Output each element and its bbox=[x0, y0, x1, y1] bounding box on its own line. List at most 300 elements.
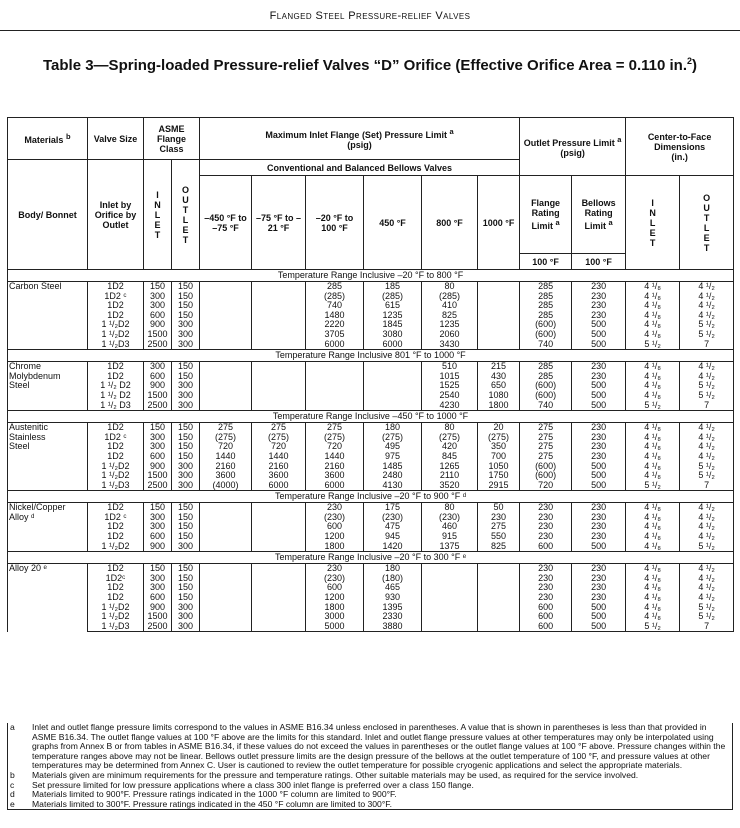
material-line: Steel bbox=[9, 441, 30, 452]
table-cell: 500 bbox=[572, 622, 626, 632]
table-cell bbox=[478, 603, 520, 613]
table-cell: 5 ¹/₂ bbox=[680, 462, 734, 472]
table-cell bbox=[422, 603, 478, 613]
table-cell: 300 bbox=[144, 301, 172, 311]
table-cell: 300 bbox=[144, 442, 172, 452]
table-cell: 350 bbox=[478, 442, 520, 452]
table-cell: 6000 bbox=[306, 340, 364, 350]
table-cell bbox=[478, 564, 520, 574]
table-cell: 1D2ᶜ bbox=[88, 574, 144, 584]
table-cell: 4 ¹/₈ bbox=[626, 564, 680, 574]
table-cell: 1D2 ᶜ bbox=[88, 292, 144, 302]
table-cell: 720 bbox=[200, 442, 252, 452]
temp-col-2: –75 °F to –21 °F bbox=[252, 176, 306, 270]
table-cell: 1500 bbox=[144, 391, 172, 401]
table-cell: 150 bbox=[172, 301, 200, 311]
table-title: Table 3—Spring-loaded Pressure-relief Valves “D” Orifice (Effective Orifice Area = 0.110 in.$^2$) bbox=[42, 56, 698, 74]
table-cell: 500 bbox=[572, 471, 626, 481]
table-cell: 1800 bbox=[306, 603, 364, 613]
footnote-text: Materials given are minimum requirements for the pressure and temperature ratings. Other suitable materials may be used, as required for the service involved. bbox=[32, 769, 639, 780]
table-cell: 3080 bbox=[364, 330, 422, 340]
footnote-text: Inlet and outlet flange pressure limits correspond to the values in ASME B16.34 unless enclosed in parentheses. A value that is shown in parentheses is less than that provided in ASME B16.34. The outlet flange values at 100 °F above are the limits for this standard. Inlet and outlet flange pressure values at other temperatures may only be interpolated using graphs from Annex B or from tables in ASME B16.34, if these values do not exceed the values in parentheses or the outlet flange values at 100 °F above. Pressure changes within the temperature ranges above may not be linear. Bellows outlet pressure limits are the design pressure of the bellows at the outlet temperature of 100 °F, and pressure values at other temperatures may be determined from Annex C. User is cautioned to review the outlet temperature for possible cryogenic applications and select the appropriate materials. bbox=[32, 722, 726, 771]
table-cell: 150 bbox=[172, 593, 200, 603]
table-cell: 4 ¹/₈ bbox=[626, 542, 680, 552]
table-cell: 5 ¹/₂ bbox=[626, 340, 680, 350]
table-cell: 4 ¹/₈ bbox=[626, 433, 680, 443]
table-cell: 930 bbox=[364, 593, 422, 603]
table-cell: 1D2 bbox=[88, 452, 144, 462]
footnote-label: c bbox=[10, 779, 15, 790]
table-cell: 1 ¹/₂D3 bbox=[88, 481, 144, 491]
table-cell: 230 bbox=[572, 513, 626, 523]
table-cell: 4 ¹/₂ bbox=[680, 311, 734, 321]
flange-100f-header: 100 °F bbox=[520, 254, 572, 270]
table-cell bbox=[200, 603, 252, 613]
band-label: Temperature Range Inclusive –20 °F to 300 °F ᵉ bbox=[8, 552, 734, 564]
table-cell: 4 ¹/₈ bbox=[626, 292, 680, 302]
table-cell: 2915 bbox=[478, 481, 520, 491]
table-cell bbox=[200, 320, 252, 330]
table-cell: 600 bbox=[520, 612, 572, 622]
table-cell bbox=[200, 532, 252, 542]
table-cell: 230 bbox=[478, 513, 520, 523]
table-cell: (275) bbox=[252, 433, 306, 443]
table-cell: 230 bbox=[572, 522, 626, 532]
temperature-range-band bbox=[8, 491, 734, 503]
table-cell: 1500 bbox=[144, 471, 172, 481]
table-cell: 150 bbox=[172, 503, 200, 513]
table-cell: 300 bbox=[172, 471, 200, 481]
table-cell: (230) bbox=[306, 574, 364, 584]
table-cell: 230 bbox=[306, 503, 364, 513]
table-cell: 4 ¹/₂ bbox=[680, 593, 734, 603]
table-cell bbox=[364, 401, 422, 411]
table-cell: 4 ¹/₂ bbox=[680, 513, 734, 523]
table-cell: 2220 bbox=[306, 320, 364, 330]
table-cell: 945 bbox=[364, 532, 422, 542]
running-header: Flanged Steel Pressure-relief Valves bbox=[0, 0, 740, 31]
table-cell: 2500 bbox=[144, 340, 172, 350]
table-cell: 230 bbox=[572, 503, 626, 513]
table-cell: 4 ¹/₂ bbox=[680, 372, 734, 382]
table-cell: 4 ¹/₂ bbox=[680, 292, 734, 302]
table-cell: 600 bbox=[144, 593, 172, 603]
table-cell: (275) bbox=[364, 433, 422, 443]
table-cell: 1D2 bbox=[88, 564, 144, 574]
table-cell: (285) bbox=[422, 292, 478, 302]
table-cell: 300 bbox=[144, 513, 172, 523]
table-cell bbox=[252, 564, 306, 574]
material-line: Nickel/Copper bbox=[9, 502, 66, 513]
table-cell: 1200 bbox=[306, 532, 364, 542]
table-cell: 230 bbox=[572, 593, 626, 603]
table-cell: 2330 bbox=[364, 612, 422, 622]
table-cell: 600 bbox=[144, 372, 172, 382]
table-cell: 275 bbox=[306, 423, 364, 433]
table-cell: 2500 bbox=[144, 481, 172, 491]
table-row bbox=[8, 401, 734, 411]
table-cell: 230 bbox=[572, 574, 626, 584]
table-cell: 4 ¹/₈ bbox=[626, 391, 680, 401]
table-cell: 150 bbox=[172, 452, 200, 462]
table-cell: 4 ¹/₈ bbox=[626, 574, 680, 584]
material-line: Steel bbox=[9, 380, 30, 391]
table-cell: 650 bbox=[478, 381, 520, 391]
table-cell: 230 bbox=[520, 522, 572, 532]
table-cell: 5 ¹/₂ bbox=[680, 330, 734, 340]
footnote bbox=[8, 723, 732, 771]
ctf-outlet-header: OUTLET bbox=[680, 176, 734, 270]
table-cell: 1 ¹/₂ D2 bbox=[88, 391, 144, 401]
table-cell bbox=[306, 381, 364, 391]
table-cell: 4130 bbox=[364, 481, 422, 491]
table-cell: 600 bbox=[144, 311, 172, 321]
table-cell: 1 ¹/₂D2 bbox=[88, 542, 144, 552]
table-cell: 300 bbox=[172, 320, 200, 330]
table-cell: 4 ¹/₈ bbox=[626, 330, 680, 340]
table-cell: 230 bbox=[572, 583, 626, 593]
table-cell: 825 bbox=[478, 542, 520, 552]
table-cell: (230) bbox=[306, 513, 364, 523]
table-cell: 1 ¹/₂D2 bbox=[88, 320, 144, 330]
table-cell bbox=[422, 612, 478, 622]
table-cell bbox=[252, 513, 306, 523]
table-cell: 300 bbox=[172, 330, 200, 340]
table-cell: (275) bbox=[306, 433, 364, 443]
table-cell: (180) bbox=[364, 574, 422, 584]
table-cell bbox=[200, 522, 252, 532]
table-cell: 500 bbox=[572, 401, 626, 411]
footnote-label: b bbox=[10, 769, 15, 780]
table-cell: 300 bbox=[172, 340, 200, 350]
table-cell: 4 ¹/₈ bbox=[626, 503, 680, 513]
table-cell bbox=[422, 574, 478, 584]
center-to-face-header: Center-to-Face Dimensions (in.) bbox=[626, 118, 734, 176]
table-cell: 3600 bbox=[200, 471, 252, 481]
table-cell: 3520 bbox=[422, 481, 478, 491]
table-cell: 300 bbox=[144, 574, 172, 584]
table-cell: 4 ¹/₈ bbox=[626, 471, 680, 481]
table-cell: 1D2 bbox=[88, 532, 144, 542]
table-cell: 4 ¹/₂ bbox=[680, 423, 734, 433]
table-cell: 1480 bbox=[306, 311, 364, 321]
table-cell: 1 ¹/₂ D3 bbox=[88, 401, 144, 411]
table-cell bbox=[422, 593, 478, 603]
table-cell bbox=[200, 401, 252, 411]
table-row bbox=[8, 542, 734, 552]
table-cell bbox=[478, 340, 520, 350]
material-line: Stainless bbox=[9, 431, 46, 442]
table-cell bbox=[200, 340, 252, 350]
table-cell bbox=[364, 381, 422, 391]
table-cell: 1D2 bbox=[88, 301, 144, 311]
table-cell bbox=[200, 372, 252, 382]
materials-header: Materials $^b$ bbox=[8, 118, 88, 160]
footnote-text: Materials limited to 900°F. Pressure ratings indicated in the 1000 °F column are limited to 900°F. bbox=[32, 789, 397, 800]
table-cell: 300 bbox=[172, 401, 200, 411]
table-cell bbox=[422, 622, 478, 632]
table-cell: 4 ¹/₈ bbox=[626, 311, 680, 321]
table-cell bbox=[478, 583, 520, 593]
material-line: Chrome bbox=[9, 361, 42, 372]
footnote bbox=[8, 800, 732, 810]
table-cell: (275) bbox=[422, 433, 478, 443]
table-cell: 4 ¹/₈ bbox=[626, 462, 680, 472]
table-cell: (230) bbox=[364, 513, 422, 523]
table-cell: 285 bbox=[520, 362, 572, 372]
table-cell bbox=[252, 503, 306, 513]
table-cell: 2110 bbox=[422, 471, 478, 481]
table-cell: 500 bbox=[572, 481, 626, 491]
table-cell: 3705 bbox=[306, 330, 364, 340]
table-cell bbox=[200, 330, 252, 340]
table-cell: 4 ¹/₈ bbox=[626, 381, 680, 391]
table-cell bbox=[364, 362, 422, 372]
table-cell: 230 bbox=[572, 282, 626, 292]
temperature-range-band bbox=[8, 552, 734, 564]
footnotes bbox=[7, 723, 733, 810]
table-cell: 300 bbox=[172, 462, 200, 472]
material-cell bbox=[8, 564, 88, 632]
table-cell: 300 bbox=[172, 603, 200, 613]
table-cell bbox=[478, 330, 520, 340]
bellows-rating-header: Bellows Rating Limit $^a$ bbox=[572, 176, 626, 254]
table-cell: 230 bbox=[520, 583, 572, 593]
table-cell: 1D2 bbox=[88, 522, 144, 532]
table-cell: 740 bbox=[306, 301, 364, 311]
table-cell: 465 bbox=[364, 583, 422, 593]
table-cell: (4000) bbox=[200, 481, 252, 491]
table-cell: 500 bbox=[572, 462, 626, 472]
table-cell: 230 bbox=[572, 423, 626, 433]
table-cell bbox=[478, 320, 520, 330]
table-cell: 500 bbox=[572, 381, 626, 391]
table-cell: 915 bbox=[422, 532, 478, 542]
table-cell: 1D2 bbox=[88, 593, 144, 603]
table-cell: 975 bbox=[364, 452, 422, 462]
table-cell: 1200 bbox=[306, 593, 364, 603]
temperature-range-band bbox=[8, 411, 734, 423]
table-cell: 285 bbox=[306, 282, 364, 292]
table-cell: 500 bbox=[572, 320, 626, 330]
table-cell: 4230 bbox=[422, 401, 478, 411]
table-cell: 80 bbox=[422, 282, 478, 292]
table-cell: 4 ¹/₈ bbox=[626, 372, 680, 382]
table-cell: 1265 bbox=[422, 462, 478, 472]
table-cell: 285 bbox=[520, 282, 572, 292]
table-cell bbox=[478, 282, 520, 292]
table-cell bbox=[200, 593, 252, 603]
table-cell: 3430 bbox=[422, 340, 478, 350]
table-cell: 285 bbox=[520, 372, 572, 382]
table-cell: 900 bbox=[144, 320, 172, 330]
table-cell: 5 ¹/₂ bbox=[626, 481, 680, 491]
table-cell: 5 ¹/₂ bbox=[680, 381, 734, 391]
table-cell: 300 bbox=[144, 292, 172, 302]
band-label: Temperature Range Inclusive –20 °F to 900 °F ᵈ bbox=[8, 491, 734, 503]
table-cell: 285 bbox=[520, 292, 572, 302]
table-cell: 1D2 bbox=[88, 503, 144, 513]
table-cell bbox=[252, 282, 306, 292]
table-cell bbox=[200, 612, 252, 622]
table-cell: (230) bbox=[422, 513, 478, 523]
table-cell: 275 bbox=[520, 442, 572, 452]
table-cell: 4 ¹/₈ bbox=[626, 603, 680, 613]
table-cell: 300 bbox=[172, 612, 200, 622]
table-cell bbox=[306, 362, 364, 372]
table-cell bbox=[252, 311, 306, 321]
table-cell: 4 ¹/₂ bbox=[680, 583, 734, 593]
table-cell: 1800 bbox=[306, 542, 364, 552]
table-cell: 300 bbox=[172, 542, 200, 552]
table-cell: 150 bbox=[172, 442, 200, 452]
outlet-class-header: OUTLET bbox=[172, 160, 200, 270]
table-cell: 215 bbox=[478, 362, 520, 372]
table-cell: 615 bbox=[364, 301, 422, 311]
table-cell: 300 bbox=[144, 362, 172, 372]
table-cell: 510 bbox=[422, 362, 478, 372]
material-cell bbox=[8, 282, 88, 350]
table-cell bbox=[252, 301, 306, 311]
asme-flange-class-header: ASME Flange Class bbox=[144, 118, 200, 160]
table-cell: 230 bbox=[572, 311, 626, 321]
table-cell: 1080 bbox=[478, 391, 520, 401]
table-cell bbox=[252, 612, 306, 622]
table-cell: 1235 bbox=[422, 320, 478, 330]
table-cell: 500 bbox=[572, 603, 626, 613]
table-cell: 1D2 bbox=[88, 372, 144, 382]
table-cell: 150 bbox=[172, 292, 200, 302]
table-cell: 230 bbox=[572, 301, 626, 311]
table-cell bbox=[306, 401, 364, 411]
band-label: Temperature Range Inclusive –450 °F to 1000 °F bbox=[8, 411, 734, 423]
table-cell: 275 bbox=[520, 452, 572, 462]
table-cell: 1440 bbox=[200, 452, 252, 462]
table-cell: 4 ¹/₂ bbox=[680, 532, 734, 542]
table-cell: 900 bbox=[144, 603, 172, 613]
table-cell bbox=[252, 401, 306, 411]
table-cell bbox=[200, 583, 252, 593]
table-cell: 1500 bbox=[144, 612, 172, 622]
footnote-text: Set pressure limited for low pressure applications where a class 300 inlet flange is preferred over a class 150 flange. bbox=[32, 779, 474, 790]
table-cell: 80 bbox=[422, 503, 478, 513]
table-cell: 300 bbox=[144, 583, 172, 593]
table-cell bbox=[252, 522, 306, 532]
table-cell: 3600 bbox=[306, 471, 364, 481]
table-cell: 7 bbox=[680, 481, 734, 491]
table-cell: 1D2 bbox=[88, 423, 144, 433]
table-cell: 230 bbox=[520, 593, 572, 603]
table-cell bbox=[252, 603, 306, 613]
table-cell: 5 ¹/₂ bbox=[680, 542, 734, 552]
table-cell bbox=[200, 564, 252, 574]
table-cell: 4 ¹/₂ bbox=[680, 574, 734, 584]
table-cell bbox=[252, 583, 306, 593]
table-cell: (275) bbox=[478, 433, 520, 443]
table-cell: 1440 bbox=[252, 452, 306, 462]
table-cell: 300 bbox=[172, 481, 200, 491]
table-cell: 230 bbox=[520, 564, 572, 574]
table-cell bbox=[252, 330, 306, 340]
table-cell bbox=[200, 292, 252, 302]
table-cell: 4 ¹/₈ bbox=[626, 612, 680, 622]
table-cell: 180 bbox=[364, 564, 422, 574]
band-label: Temperature Range Inclusive 801 °F to 1000 °F bbox=[8, 350, 734, 362]
material-cell bbox=[8, 362, 88, 411]
table-cell: 175 bbox=[364, 503, 422, 513]
table-cell: 275 bbox=[252, 423, 306, 433]
table-cell: 1395 bbox=[364, 603, 422, 613]
valve-size-header: Valve Size bbox=[88, 118, 144, 160]
table-cell bbox=[200, 282, 252, 292]
table-cell: 1440 bbox=[306, 452, 364, 462]
max-inlet-header: Maximum Inlet Flange (Set) Pressure Limit $^a$ (psig) bbox=[200, 118, 520, 160]
table-cell: 2480 bbox=[364, 471, 422, 481]
table-cell bbox=[200, 513, 252, 523]
temp-col-6: 1000 °F bbox=[478, 176, 520, 270]
table-cell: 230 bbox=[520, 574, 572, 584]
table-cell bbox=[200, 301, 252, 311]
table-cell: 4 ¹/₂ bbox=[680, 522, 734, 532]
footnote-label: a bbox=[10, 722, 15, 732]
table-cell: 4 ¹/₂ bbox=[680, 282, 734, 292]
table-cell: 600 bbox=[520, 603, 572, 613]
table-cell: 5 ¹/₂ bbox=[680, 612, 734, 622]
table-cell: 150 bbox=[144, 564, 172, 574]
table-cell: 300 bbox=[172, 622, 200, 632]
table-cell: 1750 bbox=[478, 471, 520, 481]
table-cell: 285 bbox=[520, 311, 572, 321]
table-cell bbox=[306, 391, 364, 401]
table-cell: 1050 bbox=[478, 462, 520, 472]
table-cell: 550 bbox=[478, 532, 520, 542]
table-cell: 2160 bbox=[252, 462, 306, 472]
table-cell: 6000 bbox=[252, 481, 306, 491]
table-cell: 1 ¹/₂D3 bbox=[88, 340, 144, 350]
table-cell: 300 bbox=[144, 522, 172, 532]
table-cell: 230 bbox=[572, 292, 626, 302]
table-cell bbox=[252, 292, 306, 302]
material-cell bbox=[8, 503, 88, 552]
table-cell: 475 bbox=[364, 522, 422, 532]
table-cell: 410 bbox=[422, 301, 478, 311]
table-cell: (600) bbox=[520, 320, 572, 330]
table-cell: 4 ¹/₈ bbox=[626, 522, 680, 532]
table-cell bbox=[478, 311, 520, 321]
table-cell: 2500 bbox=[144, 401, 172, 411]
table-cell: 845 bbox=[422, 452, 478, 462]
table-cell: (285) bbox=[364, 292, 422, 302]
table-cell: 1D2 ᶜ bbox=[88, 513, 144, 523]
table-cell: 150 bbox=[172, 564, 200, 574]
table-cell: 5 ¹/₂ bbox=[680, 391, 734, 401]
table-row bbox=[8, 481, 734, 491]
table-cell: 6000 bbox=[306, 481, 364, 491]
table-cell: 4 ¹/₂ bbox=[680, 564, 734, 574]
table-cell: 2160 bbox=[306, 462, 364, 472]
table-cell: 1 ¹/₂D2 bbox=[88, 471, 144, 481]
table-cell: 4 ¹/₈ bbox=[626, 593, 680, 603]
table-cell bbox=[478, 612, 520, 622]
table-cell: 1 ¹/₂ D2 bbox=[88, 381, 144, 391]
table-cell: 500 bbox=[572, 612, 626, 622]
table-cell: 275 bbox=[520, 433, 572, 443]
table-cell bbox=[200, 622, 252, 632]
table-cell: (285) bbox=[306, 292, 364, 302]
table-cell: (600) bbox=[520, 462, 572, 472]
table-cell: 900 bbox=[144, 462, 172, 472]
table-cell: 230 bbox=[572, 442, 626, 452]
